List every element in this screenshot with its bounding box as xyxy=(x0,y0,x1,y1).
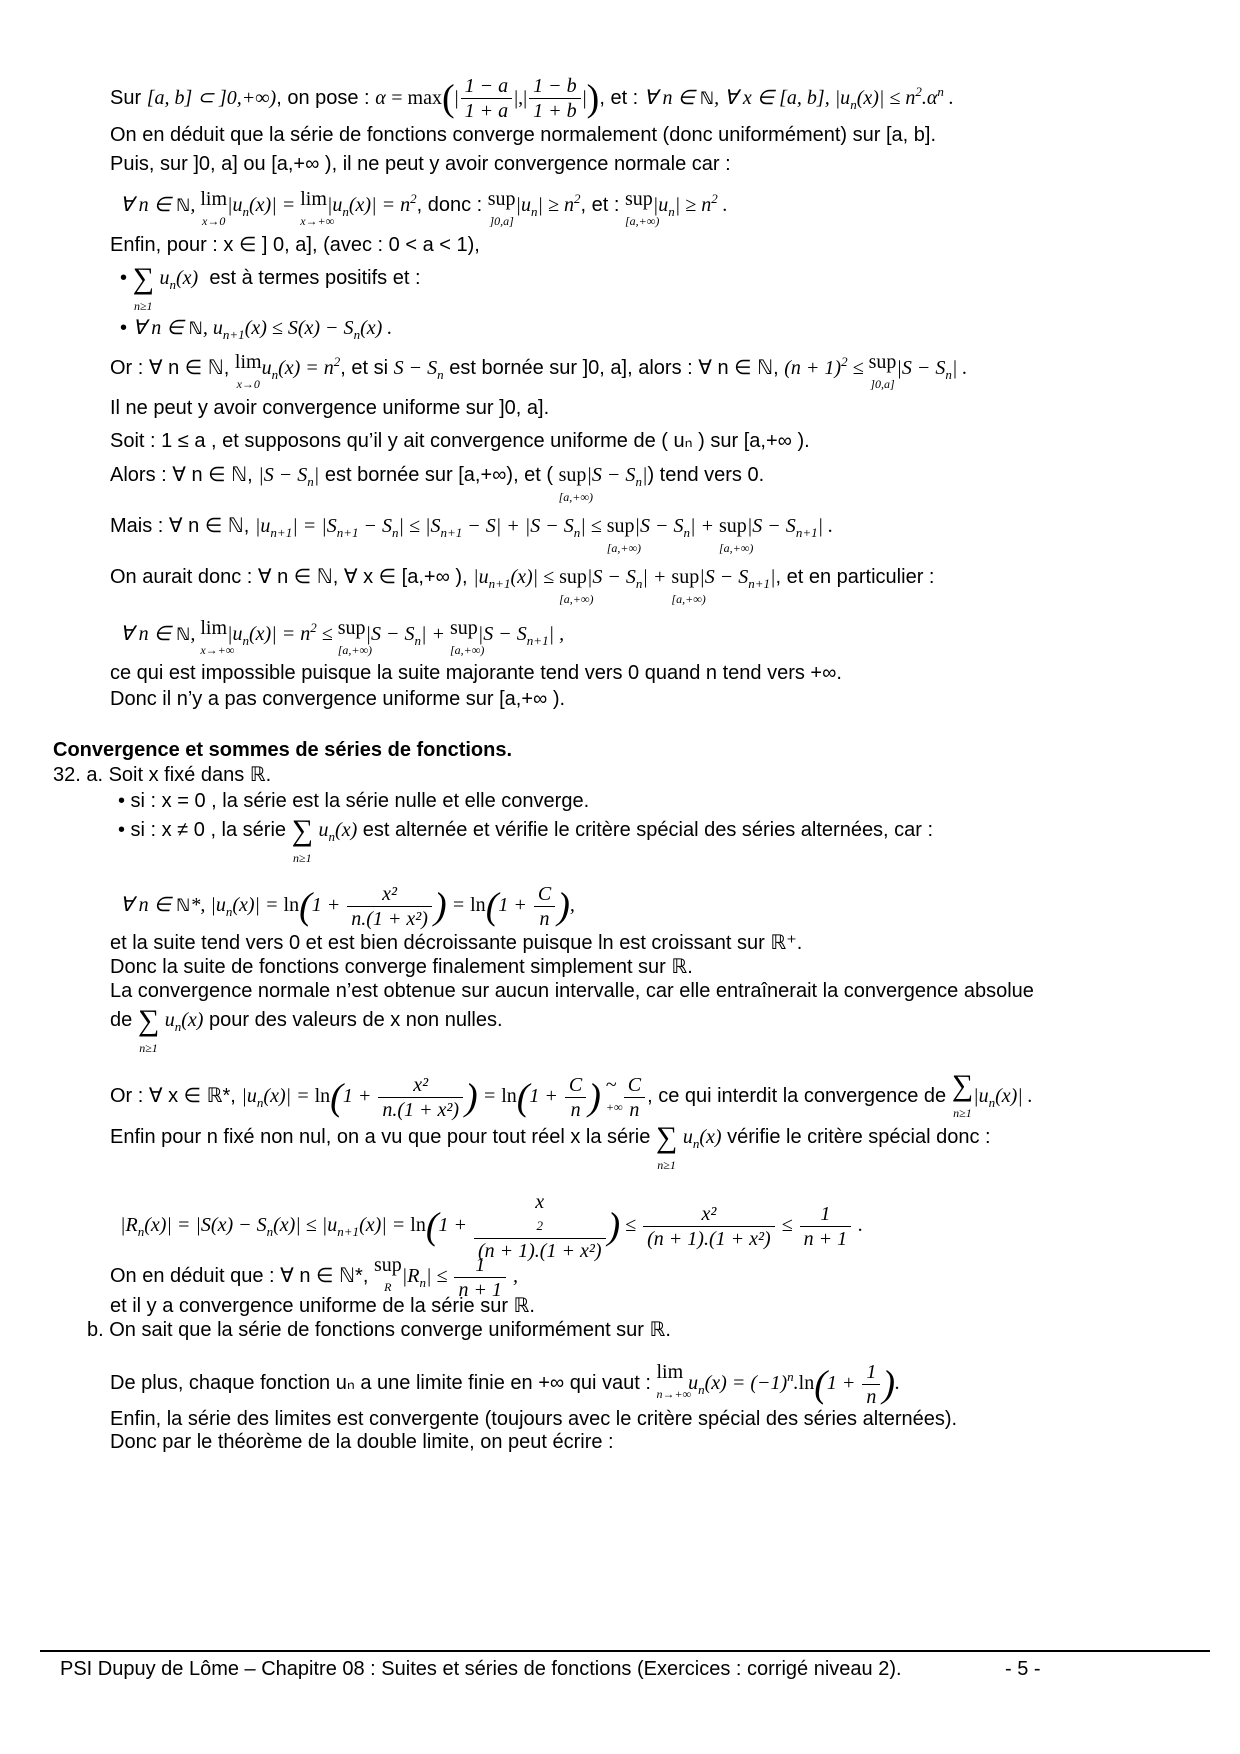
text: est bornée sur [a,+∞), et ( xyxy=(324,464,559,486)
line-23: Donc la suite de fonctions converge finalement simplement sur ℝ. xyxy=(110,956,693,978)
line-16: Donc il n’y a pas convergence uniforme sur [a,+∞ ). xyxy=(110,688,566,710)
text: Mais : ∀ n ∈ ℕ, xyxy=(110,515,255,537)
text: Alors : ∀ n ∈ ℕ, xyxy=(110,464,259,486)
text: vérifie le critère spécial donc : xyxy=(721,1126,991,1148)
line-33: Enfin, la série des limites est convergente (toujours avec le critère spécial des séries alternées). xyxy=(110,1408,958,1430)
text: On aurait donc : ∀ n ∈ ℕ, ∀ x ∈ [a,+∞ ), xyxy=(110,566,474,588)
line-20: • si : x ≠ 0 , la série ∑ n≥1 $u_n(x)$ est alternée et vérifie le critère spécial des séries alternées, car : xyxy=(118,814,934,865)
line-19: • si : x = 0 , la série est la série nulle et elle converge. xyxy=(118,790,590,812)
line-10: Soit : 1 ≤ a , et supposons qu’il y ait convergence uniforme de ( uₙ ) sur [a,+∞ ). xyxy=(110,430,810,452)
text: de xyxy=(110,1009,138,1031)
line-11: Alors : ∀ n ∈ ℕ, $|S - S_n|$ est bornée sur [a,+∞), et ( sup [a,+∞) $|S - S_n|$) tend vers 0. xyxy=(110,464,765,504)
line-6: • ∑ n≥1 $u_n(x)$ est à termes positifs et : xyxy=(120,262,421,313)
section-heading: Convergence et sommes de séries de fonctions. xyxy=(53,739,513,761)
text: est alternée et vérifie le critère spécial des séries alternées, car : xyxy=(357,819,934,841)
footer-text: PSI Dupuy de Lôme – Chapitre 08 : Suites et séries de fonctions (Exercices : corrigé niveau 2). xyxy=(60,1658,902,1680)
line-27: Enfin pour n fixé non nul, on a vu que pour tout réel x la série ∑ n≥1 $u_n(x)$ vérifie le critère spécial donc : xyxy=(110,1121,991,1172)
text: , et : xyxy=(580,194,625,216)
text: , donc : xyxy=(416,194,488,216)
text: est à termes positifs et : xyxy=(209,267,421,289)
text: , ce qui interdit la convergence de xyxy=(647,1085,952,1108)
text: De plus, chaque fonction uₙ a une limite finie en +∞ qui vaut : xyxy=(110,1372,657,1395)
line-8: Or : ∀ n ∈ ℕ, lim x→0 $u_n(x) = n^2$, et si $S - S_n$ est bornée sur ]0, a], alors : ∀ n ∈ ℕ, $(n + 1)^2$ ≤ sup ]0,a] $|S - S_n|$ . xyxy=(110,351,968,391)
text: , et : xyxy=(599,86,644,109)
line-21: ∀ n ∈ ℕ*, $|u_n(x)| = \ln(1$ + $\frac{\text{x²}}{\text{n.(1 + x²)}}$ ) = ln(1 + $\frac{C}{n}$ ), xyxy=(120,883,575,930)
text: , et en particulier : xyxy=(775,566,935,588)
line-22: et la suite tend vers 0 et est bien décroissante puisque ln est croissant sur ℝ⁺. xyxy=(110,932,803,954)
line-12: Mais : ∀ n ∈ ℕ, $|u_{n+1}| = |S_{n+1} - S_n| \le |S_{n+1} - S| + |S - S_n|$ ≤ sup [a,+∞) $|S - S_n|$ + sup [a,+∞) $|S - S_{n+1}|$ . xyxy=(110,515,834,555)
line-15: ce qui est impossible puisque la suite majorante tend vers 0 quand n tend vers +∞. xyxy=(110,662,842,684)
line-2: On en déduit que la série de fonctions converge normalement (donc uniformément) sur [a, b]. xyxy=(110,124,937,146)
page-number: - 5 - xyxy=(1005,1658,1041,1680)
line-24: La convergence normale n’est obtenue sur aucun intervalle, car elle entraînerait la convergence absolue xyxy=(110,980,1034,1002)
text: ) tend vers 0. xyxy=(647,464,765,486)
line-26: Or : ∀ x ∈ ℝ*, $|u_n(x)| = \ln(1$ + $\frac{\text{x²}}{\text{n.(1 + x²)}}$ ) = ln(1 + $\frac{C}{n}$ ) ~ +∞ $\frac{C}{n}$ , ce qui interdit la convergence de ∑ n≥1 $|u_n(x)|$ . xyxy=(110,1069,1033,1121)
line-32: De plus, chaque fonction uₙ a une limite finie en +∞ qui vaut : lim n→+∞ $u_n(x) = (-1)^n.\ln(1$ + $\frac{1}{n}$ ). xyxy=(110,1361,901,1408)
text: , on pose : xyxy=(276,86,376,109)
text: pour des valeurs de x non nulles. xyxy=(203,1009,503,1031)
text: • si : x ≠ 0 , la série xyxy=(118,819,292,841)
line-34: Donc par le théorème de la double limite, on peut écrire : xyxy=(110,1431,614,1453)
text: Sur xyxy=(110,86,147,109)
line-7: • ∀ n ∈ ℕ, $u_{n+1}(x) \le S(x) - S_n(x)$ . xyxy=(120,317,393,342)
line-28: $|R_n(x)| = |S(x) - S_n(x)| \le |u_{n+1}(x)| = \ln(1$ + x 2 (n + 1).(1 + x²) ) ≤ $\frac{\text{x²}}{\text{(n + 1).(1 + x²)}}$ ≤ $\frac{1}{n + 1}$ . xyxy=(120,1191,864,1262)
line-4: ∀ n ∈ ℕ, lim x→0 $|u_n(x)| = \lim$ x→+∞ $|u_n(x)| = n^2$, donc : sup ]0,a] $|u_n| \ge n^2$, et : sup [a,+∞) $|u_n| \ge n^2$ . xyxy=(120,188,728,228)
text: est bornée sur ]0, a], alors : ∀ n ∈ ℕ, xyxy=(449,357,785,379)
line-18: 32. a. Soit x fixé dans ℝ. xyxy=(53,764,272,786)
line-9: Il ne peut y avoir convergence uniforme sur ]0, a]. xyxy=(110,397,550,419)
line-5: Enfin, pour : x ∈ ] 0, a], (avec : 0 < a < 1), xyxy=(110,234,480,256)
line-3: Puis, sur ]0, a] ou [a,+∞ ), il ne peut y avoir convergence normale car : xyxy=(110,153,731,175)
footer-rule xyxy=(40,1650,1210,1652)
line-14: ∀ n ∈ ℕ, lim x→+∞ $|u_n(x)| = n^2$ ≤ sup [a,+∞) $|S - S_n|$ + sup [a,+∞) $|S - S_{n+1}|$ , xyxy=(120,617,565,657)
text: Or : ∀ x ∈ ℝ*, xyxy=(110,1085,242,1108)
text: Enfin pour n fixé non nul, on a vu que pour tout réel x la série xyxy=(110,1126,656,1148)
text: On en déduit que : ∀ n ∈ ℕ*, xyxy=(110,1265,374,1288)
line-25: de ∑ n≥1 $u_n(x)$ pour des valeurs de x non nulles. xyxy=(110,1004,503,1055)
line-30: et il y a convergence uniforme de la série sur ℝ. xyxy=(110,1295,535,1317)
line-31: b. On sait que la série de fonctions converge uniformément sur ℝ. xyxy=(87,1319,671,1341)
text: Or : ∀ n ∈ ℕ, xyxy=(110,357,235,379)
line-13: On aurait donc : ∀ n ∈ ℕ, ∀ x ∈ [a,+∞ ), $|u_{n+1}(x)|$ ≤ sup [a,+∞) $|S - S_n|$ + sup [a,+∞) $|S - S_{n+1}|$, et en particulier : xyxy=(110,566,935,606)
line-29: On en déduit que : ∀ n ∈ ℕ*, sup R $|R_n|$ ≤ $\frac{1}{n + 1}$ , xyxy=(110,1254,518,1301)
text: , et si xyxy=(340,357,394,379)
line-1: Sur [a, b] ⊂ ]0,+∞), on pose : α = max(| $\frac{1 - a}{1 + a}$ |,| $\frac{1 - b}{1 + b}$ |), et : ∀ n ∈ ℕ, ∀ x ∈ [a, b], $|u_n(x)| \le n^2.\alpha^n$ . xyxy=(110,75,954,122)
